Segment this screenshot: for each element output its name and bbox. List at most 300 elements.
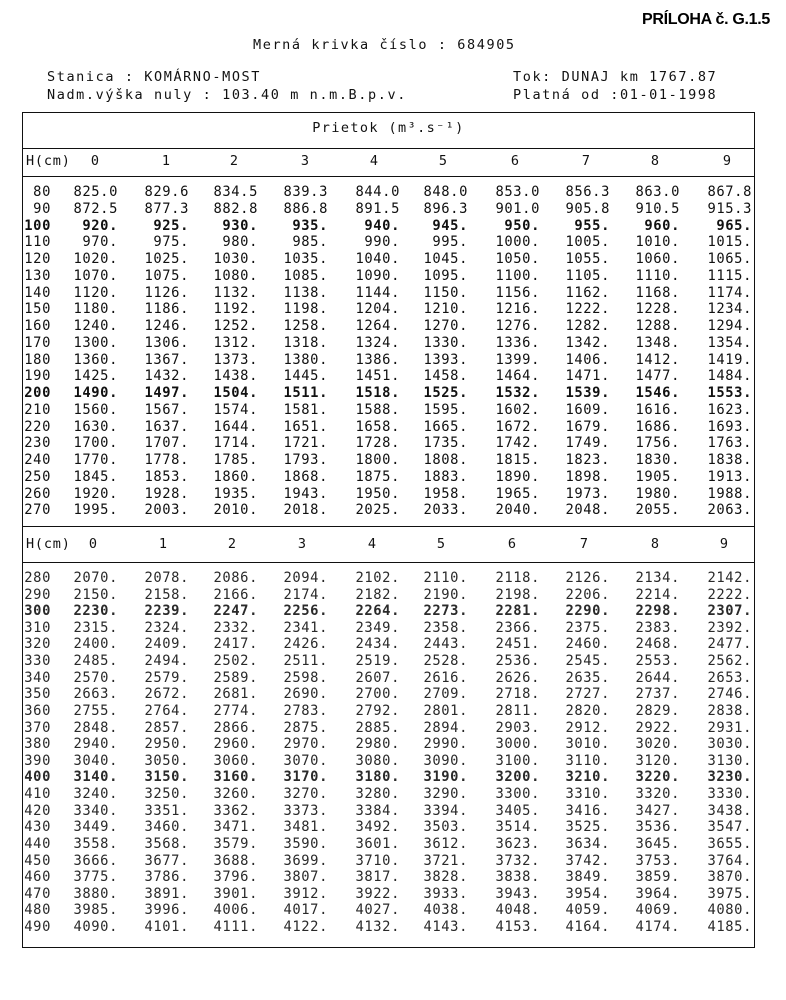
discharge-cell: 3568.	[144, 835, 189, 852]
stage-cell: 140	[24, 284, 51, 301]
discharge-cell: 2857.	[144, 719, 189, 736]
discharge-cell: 1354.	[707, 334, 752, 351]
discharge-cell: 1406.	[565, 351, 610, 368]
column-header-digit: 1	[161, 153, 171, 169]
discharge-cell: 3870.	[707, 869, 752, 886]
discharge-cell: 1168.	[635, 284, 680, 301]
discharge-cell: 2536.	[495, 653, 540, 670]
discharge-cell: 3070.	[283, 752, 328, 769]
discharge-cell: 4080.	[707, 902, 752, 919]
discharge-cell: 2718.	[495, 686, 540, 703]
discharge-cell: 2222.	[707, 586, 752, 603]
discharge-cell: 1451.	[355, 368, 400, 385]
discharge-cell: 2383.	[635, 619, 680, 636]
discharge-cell: 1980.	[635, 485, 680, 502]
discharge-cell: 3612.	[423, 835, 468, 852]
discharge-cell: 829.6	[144, 184, 189, 200]
discharge-cell: 1222.	[565, 301, 610, 318]
discharge-cell: 1658.	[355, 418, 400, 435]
discharge-cell: 1312.	[213, 334, 258, 351]
discharge-cell: 2562.	[707, 653, 752, 670]
discharge-cell: 3220.	[635, 769, 680, 786]
discharge-cell: 3250.	[144, 786, 189, 803]
discharge-cell: 3732.	[495, 852, 540, 869]
table-row	[0, 251, 786, 268]
discharge-cell: 1845.	[73, 468, 118, 485]
discharge-cell: 1132.	[213, 284, 258, 301]
discharge-cell: 1156.	[495, 284, 540, 301]
discharge-cell: 1204.	[355, 301, 400, 318]
discharge-cell: 1665.	[423, 418, 468, 435]
stage-cell: 280	[24, 570, 51, 586]
discharge-cell: 1100.	[495, 267, 540, 284]
discharge-cell: 891.5	[355, 200, 400, 217]
table-row	[0, 452, 786, 469]
discharge-cell: 1282.	[565, 318, 610, 334]
table-row	[0, 301, 786, 318]
stage-cell: 350	[24, 686, 51, 703]
discharge-cell: 3290.	[423, 786, 468, 803]
column-header-digit: 8	[650, 536, 660, 552]
discharge-cell: 3310.	[565, 786, 610, 803]
discharge-cell: 920.	[82, 217, 118, 234]
stage-cell: 450	[24, 852, 51, 869]
discharge-cell: 3150.	[144, 769, 189, 786]
discharge-cell: 2290.	[565, 603, 610, 620]
discharge-cell: 2494.	[144, 653, 189, 670]
discharge-cell: 3010.	[565, 736, 610, 753]
discharge-cell: 1714.	[213, 435, 258, 452]
table-row	[0, 853, 786, 870]
discharge-cell: 925.	[153, 217, 189, 234]
discharge-cell: 2545.	[565, 653, 610, 670]
discharge-cell: 1373.	[213, 351, 258, 368]
discharge-cell: 3786.	[144, 869, 189, 886]
discharge-cell: 2134.	[635, 570, 680, 586]
table-row	[0, 587, 786, 604]
table-row	[0, 786, 786, 803]
discharge-cell: 1623.	[707, 401, 752, 418]
discharge-cell: 3943.	[495, 885, 540, 902]
discharge-cell: 4132.	[355, 919, 400, 936]
discharge-cell: 1800.	[355, 452, 400, 468]
discharge-cell: 1342.	[565, 334, 610, 351]
stage-cell: 130	[24, 267, 51, 284]
discharge-cell: 1651.	[283, 418, 328, 435]
table-caption: Prietok (m³.s⁻¹)	[312, 120, 465, 136]
column-header-digit: 6	[507, 536, 517, 552]
discharge-cell: 3849.	[565, 869, 610, 886]
discharge-cell: 3210.	[565, 769, 610, 786]
discharge-cell: 1950.	[355, 485, 400, 502]
discharge-cell: 1050.	[495, 251, 540, 267]
discharge-cell: 2174.	[283, 586, 328, 603]
discharge-cell: 3775.	[73, 869, 118, 886]
discharge-cell: 2783.	[283, 702, 328, 719]
discharge-cell: 2198.	[495, 586, 540, 603]
discharge-cell: 2256.	[283, 603, 328, 620]
discharge-cell: 3040.	[73, 752, 118, 769]
discharge-cell: 856.3	[565, 184, 610, 200]
discharge-cell: 844.0	[355, 184, 400, 200]
table-row	[0, 686, 786, 703]
discharge-cell: 990.	[364, 234, 400, 251]
discharge-cell: 1065.	[707, 251, 752, 267]
discharge-cell: 3807.	[283, 869, 328, 886]
discharge-cell: 1258.	[283, 318, 328, 334]
discharge-cell: 3796.	[213, 869, 258, 886]
document-title: Merná krivka číslo : 684905	[253, 37, 516, 53]
discharge-cell: 867.8	[707, 184, 752, 200]
stage-cell: 230	[24, 435, 51, 452]
discharge-cell: 3427.	[635, 802, 680, 819]
discharge-cell: 1030.	[213, 251, 258, 267]
discharge-cell: 2307.	[707, 603, 752, 620]
discharge-cell: 2980.	[355, 736, 400, 753]
stage-cell: 90	[33, 200, 51, 217]
discharge-cell: 901.0	[495, 200, 540, 217]
discharge-cell: 3330.	[707, 786, 752, 803]
discharge-cell: 872.5	[73, 200, 118, 217]
discharge-cell: 2811.	[495, 702, 540, 719]
discharge-cell: 1144.	[355, 284, 400, 301]
discharge-cell: 3260.	[213, 786, 258, 803]
discharge-cell: 2102.	[355, 570, 400, 586]
discharge-cell: 3280.	[355, 786, 400, 803]
discharge-cell: 3742.	[565, 852, 610, 869]
stage-cell: 270	[24, 502, 51, 519]
discharge-cell: 2214.	[635, 586, 680, 603]
discharge-cell: 2709.	[423, 686, 468, 703]
discharge-cell: 1756.	[635, 435, 680, 452]
discharge-cell: 3020.	[635, 736, 680, 753]
discharge-cell: 1477.	[635, 368, 680, 385]
discharge-cell: 2190.	[423, 586, 468, 603]
column-header-digit: 2	[227, 536, 237, 552]
discharge-cell: 1546.	[635, 385, 680, 401]
table-row	[0, 218, 786, 235]
discharge-cell: 3000.	[495, 736, 540, 753]
discharge-cell: 2737.	[635, 686, 680, 703]
discharge-cell: 3859.	[635, 869, 680, 886]
discharge-cell: 1252.	[213, 318, 258, 334]
table-row	[0, 268, 786, 285]
discharge-cell: 3954.	[565, 885, 610, 902]
table-row	[0, 603, 786, 620]
discharge-cell: 3090.	[423, 752, 468, 769]
table-row	[0, 469, 786, 486]
discharge-cell: 3547.	[707, 819, 752, 836]
discharge-cell: 1785.	[213, 452, 258, 468]
discharge-cell: 1943.	[283, 485, 328, 502]
discharge-cell: 2635.	[565, 669, 610, 686]
stage-cell: 490	[24, 919, 51, 936]
discharge-cell: 3120.	[635, 752, 680, 769]
discharge-cell: 2460.	[565, 636, 610, 653]
discharge-cell: 915.3	[707, 200, 752, 217]
discharge-cell: 2426.	[283, 636, 328, 653]
discharge-cell: 1126.	[144, 284, 189, 301]
discharge-cell: 3503.	[423, 819, 468, 836]
discharge-cell: 2239.	[144, 603, 189, 620]
discharge-cell: 2589.	[213, 669, 258, 686]
discharge-cell: 2063.	[707, 502, 752, 519]
discharge-cell: 2885.	[355, 719, 400, 736]
discharge-cell: 3160.	[213, 769, 258, 786]
discharge-cell: 1186.	[144, 301, 189, 318]
discharge-cell: 3405.	[495, 802, 540, 819]
discharge-cell: 2094.	[283, 570, 328, 586]
discharge-cell: 2182.	[355, 586, 400, 603]
discharge-cell: 1095.	[423, 267, 468, 284]
discharge-cell: 3590.	[283, 835, 328, 852]
discharge-cell: 1637.	[144, 418, 189, 435]
discharge-cell: 1965.	[495, 485, 540, 502]
discharge-cell: 3270.	[283, 786, 328, 803]
discharge-cell: 1630.	[73, 418, 118, 435]
discharge-cell: 3416.	[565, 802, 610, 819]
stage-column-header: H(cm)	[26, 536, 71, 552]
discharge-cell: 1553.	[707, 385, 752, 401]
discharge-cell: 2298.	[635, 603, 680, 620]
column-header-digit: 7	[581, 153, 591, 169]
discharge-cell: 882.8	[213, 200, 258, 217]
discharge-cell: 2025.	[355, 502, 400, 519]
table-row	[0, 753, 786, 770]
discharge-cell: 2070.	[73, 570, 118, 586]
discharge-cell: 1120.	[73, 284, 118, 301]
table-row	[0, 803, 786, 820]
discharge-cell: 3140.	[73, 769, 118, 786]
discharge-cell: 4164.	[565, 919, 610, 936]
discharge-cell: 1823.	[565, 452, 610, 468]
discharge-cell: 1419.	[707, 351, 752, 368]
discharge-cell: 2931.	[707, 719, 752, 736]
discharge-cell: 930.	[222, 217, 258, 234]
discharge-cell: 4111.	[213, 919, 258, 936]
discharge-cell: 1644.	[213, 418, 258, 435]
discharge-cell: 1336.	[495, 334, 540, 351]
discharge-cell: 2653.	[707, 669, 752, 686]
stage-cell: 80	[33, 184, 51, 200]
discharge-cell: 2663.	[73, 686, 118, 703]
discharge-cell: 2477.	[707, 636, 752, 653]
discharge-cell: 1162.	[565, 284, 610, 301]
table-row	[0, 636, 786, 653]
discharge-cell: 2940.	[73, 736, 118, 753]
discharge-cell: 1735.	[423, 435, 468, 452]
table-row	[0, 502, 786, 519]
discharge-cell: 3558.	[73, 835, 118, 852]
discharge-cell: 2158.	[144, 586, 189, 603]
discharge-cell: 1228.	[635, 301, 680, 318]
discharge-cell: 2142.	[707, 570, 752, 586]
discharge-cell: 2875.	[283, 719, 328, 736]
discharge-cell: 3362.	[213, 802, 258, 819]
discharge-cell: 2055.	[635, 502, 680, 519]
discharge-cell: 2727.	[565, 686, 610, 703]
stage-cell: 310	[24, 619, 51, 636]
discharge-cell: 2626.	[495, 669, 540, 686]
discharge-cell: 1808.	[423, 452, 468, 468]
stage-cell: 420	[24, 802, 51, 819]
discharge-cell: 1928.	[144, 485, 189, 502]
discharge-cell: 2960.	[213, 736, 258, 753]
discharge-cell: 1174.	[707, 284, 752, 301]
discharge-cell: 4185.	[707, 919, 752, 936]
discharge-cell: 2358.	[423, 619, 468, 636]
discharge-cell: 2755.	[73, 702, 118, 719]
discharge-cell: 2950.	[144, 736, 189, 753]
discharge-cell: 980.	[222, 234, 258, 251]
discharge-cell: 1306.	[144, 334, 189, 351]
discharge-cell: 4101.	[144, 919, 189, 936]
stage-cell: 370	[24, 719, 51, 736]
discharge-cell: 2078.	[144, 570, 189, 586]
discharge-cell: 1348.	[635, 334, 680, 351]
discharge-cell: 3666.	[73, 852, 118, 869]
discharge-cell: 2485.	[73, 653, 118, 670]
table-row	[0, 869, 786, 886]
discharge-cell: 1198.	[283, 301, 328, 318]
discharge-cell: 3110.	[565, 752, 610, 769]
discharge-cell: 1935.	[213, 485, 258, 502]
stage-cell: 240	[24, 452, 51, 468]
discharge-cell: 1567.	[144, 401, 189, 418]
discharge-cell: 2746.	[707, 686, 752, 703]
discharge-cell: 3891.	[144, 885, 189, 902]
discharge-cell: 1264.	[355, 318, 400, 334]
column-header-digit: 0	[90, 153, 100, 169]
discharge-cell: 2528.	[423, 653, 468, 670]
discharge-cell: 2774.	[213, 702, 258, 719]
discharge-cell: 3623.	[495, 835, 540, 852]
annex-label: PRÍLOHA č. G.1.5	[642, 11, 770, 28]
discharge-cell: 1035.	[283, 251, 328, 267]
column-header-digit: 3	[297, 536, 307, 552]
discharge-cell: 1497.	[144, 385, 189, 401]
table-row	[0, 419, 786, 436]
discharge-cell: 2922.	[635, 719, 680, 736]
discharge-cell: 3699.	[283, 852, 328, 869]
discharge-cell: 2392.	[707, 619, 752, 636]
table-row	[0, 620, 786, 637]
discharge-cell: 3438.	[707, 802, 752, 819]
table-row	[0, 234, 786, 251]
discharge-cell: 1616.	[635, 401, 680, 418]
discharge-cell: 1399.	[495, 351, 540, 368]
discharge-cell: 1525.	[423, 385, 468, 401]
discharge-cell: 2579.	[144, 669, 189, 686]
table-row	[0, 486, 786, 503]
discharge-cell: 2349.	[355, 619, 400, 636]
discharge-cell: 2451.	[495, 636, 540, 653]
discharge-cell: 1581.	[283, 401, 328, 418]
discharge-cell: 1045.	[423, 251, 468, 267]
discharge-cell: 2033.	[423, 502, 468, 519]
discharge-cell: 2570.	[73, 669, 118, 686]
discharge-cell: 2838.	[707, 702, 752, 719]
discharge-cell: 1815.	[495, 452, 540, 468]
table-row	[0, 670, 786, 687]
stage-cell: 380	[24, 736, 51, 753]
discharge-cell: 2315.	[73, 619, 118, 636]
stage-cell: 210	[24, 401, 51, 418]
discharge-cell: 1000.	[495, 234, 540, 251]
divider	[22, 562, 755, 563]
divider	[22, 176, 755, 177]
discharge-cell: 3901.	[213, 885, 258, 902]
discharge-cell: 1010.	[635, 234, 680, 251]
discharge-cell: 2681.	[213, 686, 258, 703]
stage-cell: 360	[24, 702, 51, 719]
discharge-cell: 3933.	[423, 885, 468, 902]
discharge-cell: 2553.	[635, 653, 680, 670]
discharge-cell: 3721.	[423, 852, 468, 869]
table-row	[0, 318, 786, 335]
table-row	[0, 352, 786, 369]
table-row	[0, 919, 786, 936]
discharge-cell: 1860.	[213, 468, 258, 485]
discharge-cell: 905.8	[565, 200, 610, 217]
stage-cell: 250	[24, 468, 51, 485]
discharge-cell: 3394.	[423, 802, 468, 819]
discharge-cell: 2417.	[213, 636, 258, 653]
discharge-cell: 839.3	[283, 184, 328, 200]
discharge-cell: 3975.	[707, 885, 752, 902]
discharge-cell: 950.	[504, 217, 540, 234]
discharge-cell: 2644.	[635, 669, 680, 686]
discharge-cell: 1075.	[144, 267, 189, 284]
table-row	[0, 836, 786, 853]
column-header-digit: 2	[229, 153, 239, 169]
discharge-cell: 1438.	[213, 368, 258, 385]
discharge-cell: 945.	[432, 217, 468, 234]
discharge-cell: 2700.	[355, 686, 400, 703]
column-header-digit: 0	[88, 536, 98, 552]
discharge-cell: 1518.	[355, 385, 400, 401]
discharge-cell: 1693.	[707, 418, 752, 435]
discharge-cell: 877.3	[144, 200, 189, 217]
discharge-cell: 1588.	[355, 401, 400, 418]
discharge-cell: 1020.	[73, 251, 118, 267]
column-header-digit: 4	[369, 153, 379, 169]
stage-cell: 170	[24, 334, 51, 351]
discharge-cell: 3645.	[635, 835, 680, 852]
stage-cell: 410	[24, 786, 51, 803]
discharge-cell: 3710.	[355, 852, 400, 869]
discharge-cell: 1080.	[213, 267, 258, 284]
discharge-cell: 2366.	[495, 619, 540, 636]
discharge-cell: 3050.	[144, 752, 189, 769]
discharge-cell: 1728.	[355, 435, 400, 452]
stage-cell: 480	[24, 902, 51, 919]
table-row	[0, 736, 786, 753]
discharge-cell: 3300.	[495, 786, 540, 803]
discharge-cell: 4143.	[423, 919, 468, 936]
discharge-cell: 1838.	[707, 452, 752, 468]
discharge-cell: 1490.	[73, 385, 118, 401]
stage-cell: 390	[24, 752, 51, 769]
discharge-cell: 2206.	[565, 586, 610, 603]
discharge-cell: 2230.	[73, 603, 118, 620]
discharge-cell: 1412.	[635, 351, 680, 368]
discharge-cell: 1276.	[495, 318, 540, 334]
discharge-cell: 2166.	[213, 586, 258, 603]
discharge-cell: 3985.	[73, 902, 118, 919]
table-row	[0, 769, 786, 786]
discharge-cell: 1025.	[144, 251, 189, 267]
